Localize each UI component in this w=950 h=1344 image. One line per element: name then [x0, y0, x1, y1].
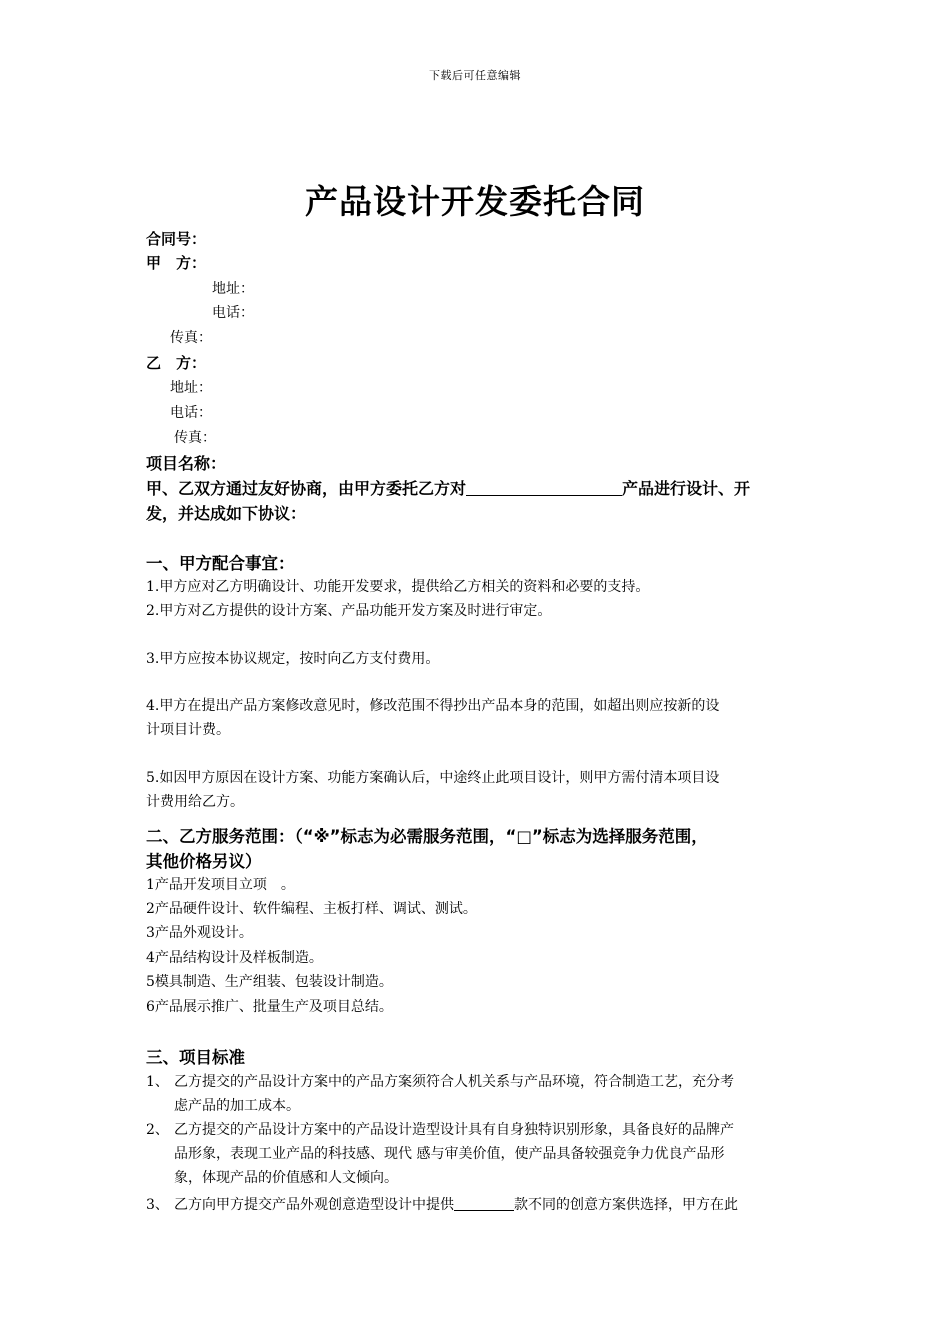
section-1-item: 1.甲方应对乙方明确设计、功能开发要求，提供给乙方相关的资料和必要的支持。	[146, 579, 650, 595]
intro-line-2: 发，并达成如下协议：	[146, 504, 307, 523]
section-3-item-line: 乙方提交的产品设计方案中的产品方案须符合人机关系与产品环境，符合制造工艺，充分考	[174, 1074, 734, 1090]
project-name-label: 项目名称：	[146, 454, 227, 473]
section-2-heading-line-2: 其他价格另议）	[146, 852, 262, 871]
intro-line-1-pre: 甲、乙双方通过友好协商，由甲方委托乙方对	[146, 479, 467, 498]
section-3-item-line: 象，体现产品的价值感和人文倾向。	[174, 1170, 398, 1186]
section-2-item: 6产品展示推广、批量生产及项目总结。	[146, 999, 393, 1015]
section-2-item: 4产品结构设计及样板制造。	[146, 950, 323, 966]
section-2-item: 2产品硬件设计、软件编程、主板打样、调试、测试。	[146, 901, 477, 917]
party-a-fax-label: 传真：	[170, 330, 212, 346]
section-3-item-3-post: 款不同的创意方案供选择，甲方在此	[514, 1197, 738, 1213]
party-b-address-label: 地址：	[170, 380, 212, 396]
section-1-heading: 一、甲方配合事宜：	[146, 554, 295, 573]
section-3-item-line	[174, 1194, 738, 1214]
product-name-blank	[466, 481, 622, 496]
document-title: 产品设计开发委托合同	[305, 182, 645, 221]
party-a-label: 甲 方：	[146, 254, 207, 272]
party-b-fax-label: 传真：	[174, 430, 216, 446]
section-2-item: 3产品外观设计。	[146, 925, 253, 941]
section-2-item: 1产品开发项目立项 。	[146, 877, 295, 893]
section-1-item: 3.甲方应按本协议规定，按时向乙方支付费用。	[146, 651, 440, 667]
section-3-item-3-pre: 乙方向甲方提交产品外观创意造型设计中提供	[174, 1197, 454, 1213]
section-3-item-number: 1、	[146, 1074, 169, 1090]
section-3-heading: 三、项目标准	[146, 1048, 245, 1067]
intro-line-1	[146, 476, 750, 499]
section-3-item-number: 2、	[146, 1122, 169, 1138]
section-1-item: 计费用给乙方。	[146, 794, 244, 810]
section-1-item: 计项目计费。	[146, 722, 230, 738]
contract-no-label: 合同号：	[146, 230, 207, 248]
section-1-item: 5.如因甲方原因在设计方案、功能方案确认后，中途终止此项目设计，则甲方需付清本项目设	[146, 770, 720, 786]
section-3-item-line: 虑产品的加工成本。	[174, 1098, 300, 1114]
section-2-item: 5模具制造、生产组装、包装设计制造。	[146, 974, 393, 990]
section-1-item: 2.甲方对乙方提供的设计方案、产品功能开发方案及时进行审定。	[146, 603, 552, 619]
section-3-item-number: 3、	[146, 1197, 169, 1213]
party-a-phone-label: 电话：	[212, 305, 254, 321]
section-1-item: 4.甲方在提出产品方案修改意见时，修改范围不得抄出产品本身的范围，如超出则应按新的设	[146, 698, 720, 714]
proposal-count-blank	[454, 1196, 514, 1211]
intro-line-1-post: 产品进行设计、开	[622, 479, 751, 498]
section-2-heading-line-1: 二、乙方服务范围：（“※”标志为必需服务范围，“□”标志为选择服务范围，	[146, 827, 708, 846]
section-3-item-line: 品形象，表现工业产品的科技感、现代 感与审美价值，使产品具备较强竞争力优良产品形	[174, 1146, 725, 1162]
party-a-address-label: 地址：	[212, 281, 254, 297]
header-note: 下载后可任意编辑	[429, 69, 521, 82]
party-b-phone-label: 电话：	[170, 405, 212, 421]
section-3-item-line: 乙方提交的产品设计方案中的产品设计造型设计具有自身独特识别形象，具备良好的品牌产	[174, 1122, 734, 1138]
party-b-label: 乙 方：	[146, 354, 207, 372]
